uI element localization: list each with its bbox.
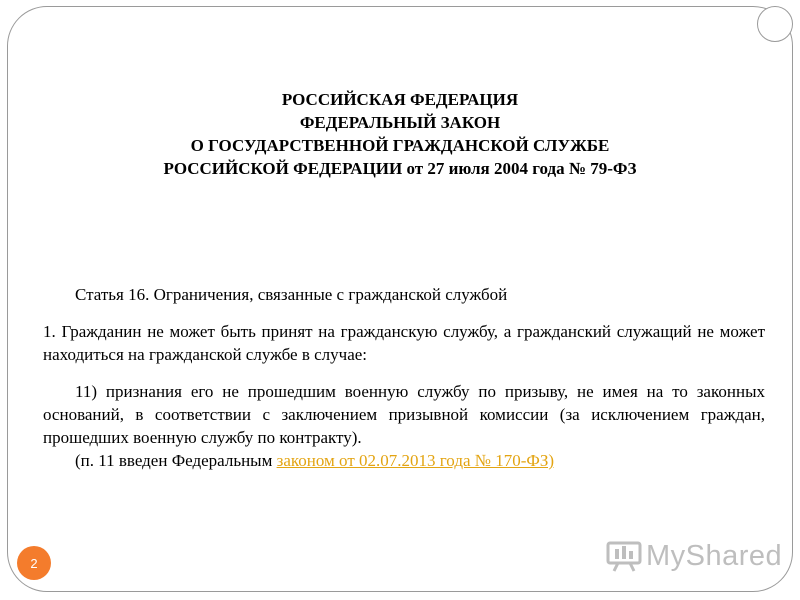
myshared-watermark xyxy=(606,536,782,576)
article-heading: Статья 16. Ограничения, связанные с гражданской службой xyxy=(75,285,508,304)
corner-circle-decoration xyxy=(757,6,793,42)
myshared-logo-icon xyxy=(606,539,642,573)
title-line-law-name: О ГОСУДАРСТВЕННОЙ ГРАЖДАНСКОЙ СЛУЖБЕ xyxy=(190,136,610,155)
amendment-note xyxy=(43,449,765,472)
title-line-law-date: РОССИЙСКОЙ ФЕДЕРАЦИИ от 27 июля 2004 года № 79-ФЗ xyxy=(163,159,637,178)
amendment-law-link[interactable]: законом от 02.07.2013 года № 170-ФЗ) xyxy=(276,451,554,470)
title-line-law-type: ФЕДЕРАЛЬНЫЙ ЗАКОН xyxy=(299,113,501,132)
amendment-note-text: (п. 11 введен Федеральным xyxy=(75,451,277,470)
law-title xyxy=(60,88,740,180)
slide-number-badge: 2 xyxy=(17,546,51,580)
clause-11: 11) признания его не прошедшим военную службу по призыву, не имея на то законных оснований, в соответствии с заключением призывной комиссии (за исключением граждан, прошедших военную службу по контракту). xyxy=(43,382,765,447)
law-body xyxy=(43,283,765,472)
title-line-country: РОССИЙСКАЯ ФЕДЕРАЦИЯ xyxy=(281,90,519,109)
watermark-text: MyShared xyxy=(646,539,783,572)
clause-1: 1. Гражданин не может быть принят на гражданскую службу, а гражданский служащий не может находиться на гражданской службе в случае: xyxy=(43,322,765,364)
